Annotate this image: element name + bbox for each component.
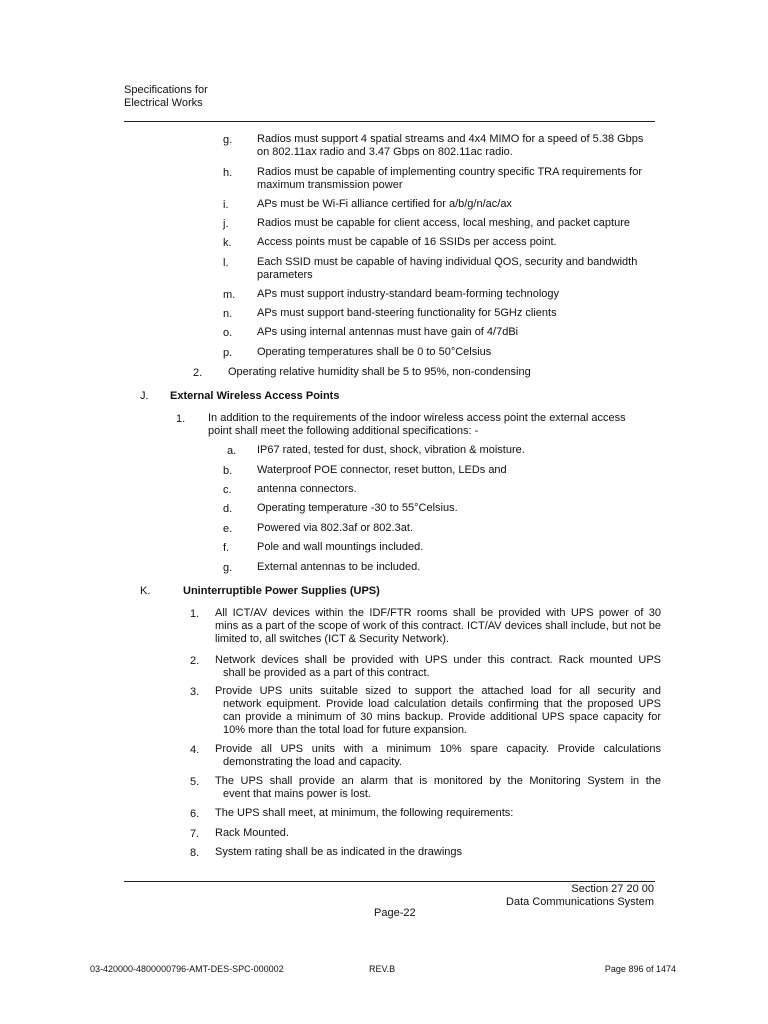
item-label: b. — [223, 465, 233, 477]
list-item — [215, 775, 661, 801]
item-label: a. — [227, 445, 237, 457]
list-item: IP67 rated, tested for dust, shock, vibration & moisture. — [257, 444, 525, 456]
item-label: d. — [223, 503, 233, 515]
item-label: l. — [223, 257, 229, 269]
list-item: In addition to the requirements of the indoor wireless access point the external access point shall meet the following additional specifications: - — [208, 412, 626, 437]
item-label: 2. — [193, 367, 203, 379]
list-item: Access points must be capable of 16 SSIDs per access point. — [257, 236, 557, 248]
item-label: n. — [223, 308, 233, 320]
item-label: p. — [223, 347, 233, 359]
item-label: i. — [223, 199, 229, 211]
list-item: Pole and wall mountings included. — [257, 541, 424, 553]
list-item: System rating shall be as indicated in the drawings — [215, 846, 463, 858]
item-label: 3. — [190, 686, 200, 698]
revision: REV.B — [369, 964, 396, 974]
list-item: Operating relative humidity shall be 5 to 95%, non-condensing — [228, 366, 531, 378]
document-header — [124, 84, 208, 110]
section-j-label: J. — [140, 390, 149, 402]
header-line-2: Electrical Works — [124, 97, 203, 109]
list-item: APs must support band-steering functionality for 5GHz clients — [257, 307, 557, 319]
document-id: 03-420000-4800000796-AMT-DES-SPC-000002 — [90, 964, 284, 974]
item-continuation: network equipment. Provide load calculation details confirming that the proposed UPS can provide a minimum of 30 mins backup. Provide additional UPS space capacity for 10% more than the total load for future expansion. — [223, 698, 661, 736]
item-label: c. — [223, 484, 232, 496]
item-label: g. — [223, 134, 233, 146]
section-j-title: External Wireless Access Points — [170, 390, 340, 402]
page-number: Page-22 — [374, 907, 416, 919]
item-label: h. — [223, 167, 233, 179]
list-item: antenna connectors. — [257, 483, 357, 495]
item-label: k. — [223, 237, 232, 249]
item-label: 4. — [190, 744, 200, 756]
item-continuation: shall be provided as a part of this contract. — [223, 667, 430, 679]
item-label: 6. — [190, 808, 200, 820]
list-item: Operating temperature -30 to 55°Celsius. — [257, 502, 458, 514]
item-label: 5. — [190, 776, 200, 788]
item-continuation: demonstrating the load and capacity. — [223, 756, 402, 768]
item-label: 8. — [190, 847, 200, 859]
footer-system-title: Data Communications System — [506, 896, 654, 908]
footer-rule — [124, 881, 655, 882]
item-label: f. — [223, 542, 230, 554]
list-item: Each SSID must be capable of having individual QOS, security and bandwidth parameters — [257, 256, 638, 281]
list-item — [215, 743, 661, 769]
list-item: Rack Mounted. — [215, 827, 289, 839]
item-first-line: The UPS shall provide an alarm that is monitored by the Monitoring System in the — [215, 775, 661, 787]
item-first-line: All ICT/AV devices within the IDF/FTR rooms shall be provided with UPS power of 30 — [215, 607, 661, 619]
list-item: APs must be Wi-Fi alliance certified for a/b/g/n/ac/ax — [257, 198, 512, 210]
header-line-1: Specifications for — [124, 84, 208, 96]
item-label: 7. — [190, 828, 200, 840]
item-label: 1. — [190, 608, 200, 620]
list-item — [215, 685, 661, 737]
item-label: 2. — [190, 655, 200, 667]
item-label: j. — [223, 218, 229, 230]
footer-section: Section 27 20 00 — [571, 883, 654, 895]
list-item: Radios must be capable for client access, local meshing, and packet capture — [257, 217, 630, 229]
item-first-line: Network devices shall be provided with UPS under this contract. Rack mounted UPS — [215, 654, 661, 666]
item-label: o. — [223, 327, 233, 339]
item-first-line: Provide UPS units suitable sized to support the attached load for all security and — [215, 685, 661, 697]
list-item: Radios must be capable of implementing country specific TRA requirements for maximum transmission power — [257, 166, 642, 191]
list-item: Waterproof POE connector, reset button, LEDs and — [257, 464, 507, 476]
list-item: Operating temperatures shall be 0 to 50°Celsius — [257, 346, 492, 358]
item-continuation: mins as a part of the scope of work of this contract. ICT/AV devices shall include, but not be limited to, all switches (ICT & Security Network). — [215, 620, 661, 645]
list-item: APs using internal antennas must have gain of 4/7dBi — [257, 326, 519, 338]
list-item — [215, 607, 661, 646]
list-item — [215, 654, 661, 680]
item-label: 1. — [176, 413, 186, 425]
list-item: APs must support industry-standard beam-forming technology — [257, 288, 560, 300]
page-of-total: Page 896 of 1474 — [604, 964, 676, 974]
list-item: Radios must support 4 spatial streams and 4x4 MIMO for a speed of 5.38 Gbps on 802.11ax radio and 3.47 Gbps on 802.11ac radio. — [257, 133, 644, 158]
section-k-label: K. — [140, 585, 151, 597]
item-label: m. — [223, 289, 236, 301]
list-item: The UPS shall meet, at minimum, the following requirements: — [215, 807, 514, 819]
list-item: Powered via 802.3af or 802.3at. — [257, 522, 413, 534]
item-continuation: event that mains power is lost. — [223, 788, 371, 800]
list-item: External antennas to be included. — [257, 561, 421, 573]
item-first-line: Provide all UPS units with a minimum 10% spare capacity. Provide calculations — [215, 743, 661, 755]
item-label: g. — [223, 562, 233, 574]
header-rule — [124, 121, 655, 122]
section-k-title: Uninterruptible Power Supplies (UPS) — [183, 585, 380, 597]
item-label: e. — [223, 523, 233, 535]
